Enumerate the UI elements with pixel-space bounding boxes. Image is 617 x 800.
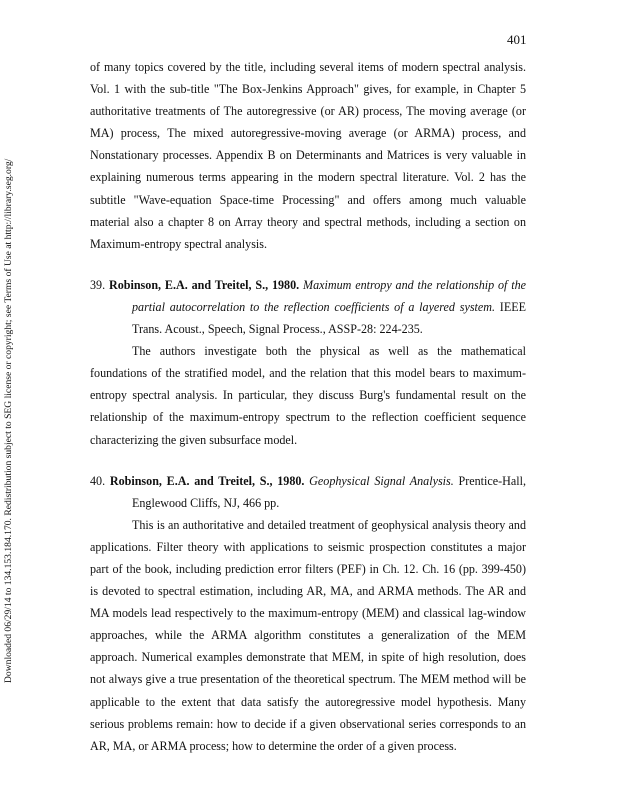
reference-authors: Robinson, E.A. and Treitel, S., 1980. xyxy=(108,277,300,292)
reference-authors: Robinson, E.A. and Treitel, S., 1980. xyxy=(109,473,305,488)
reference-number: 39. xyxy=(90,277,106,292)
reference-source: IEEE Trans. Acoust., Speech, Signal Process., ASSP-28: 224-235. xyxy=(132,299,526,337)
intro-paragraph: of many topics covered by the title, including several items of modern spectral analysis. Vol. 1 with the sub-title "The Box-Jenkins Approach" gives, for example, in Chapter 5 authoritative treatments of The autoregressive (or AR) process, The moving average (or MA) process, The mixed autoregressive-moving average (or ARMA) process, and Nonstationary processes. Appendix B on Determinants and Matrices is very valuable in explaining numerous terms appearing in the modern spectral literature. Vol. 2 has the subtitle "Wave-equation Space-time Processing" and offers among much valuable material also a chapter 8 on Array theory and spectral methods, including a section on Maximum-entropy spectral analysis. xyxy=(90,60,526,251)
reference-number: 40. xyxy=(90,473,106,488)
reference-citation xyxy=(90,470,526,514)
reference-title: Maximum entropy and the relationship of the partial autocorrelation to the reflection coefficients of a layered system. xyxy=(132,277,526,314)
reference-39 xyxy=(90,274,526,451)
page-number: 401 xyxy=(507,32,527,47)
reference-annotation: This is an authoritative and detailed treatment of geophysical analysis theory and applications. Filter theory with applications to seismic prospection constitutes a major part of the book, including prediction error filters (PEF) in Ch. 12. Ch. 16 (pp. 399-450) is devoted to spectral estimation, including AR, MA, and ARMA methods. The AR and MA models lead respectively to the maximum-entropy (MEM) and classical lag-window approaches, while the ARMA algorithm constitutes a generalization of the MEM approach. Numerical examples demonstrate that MEM, in spite of high resolution, does not always give a true presentation of the theoretical spectrum. The MEM method will be applicable to the extent that data satisfy the autoregressive model hypothesis. Many serious problems remain: how to decide if a given observational series corresponds to an AR, MA, or ARMA process; how to determine the order of a given process. xyxy=(90,517,526,753)
reference-citation xyxy=(90,274,526,340)
reference-source: Prentice-Hall, Englewood Cliffs, NJ, 466 pp. xyxy=(132,473,526,510)
download-notice: Downloaded 06/29/14 to 134.153.184.170. Redistribution subject to SEG license or copyright; see Terms of Use at http://library.seg.org/ xyxy=(3,158,14,683)
reference-title: Geophysical Signal Analysis. xyxy=(309,473,454,488)
reference-40 xyxy=(90,470,526,757)
reference-annotation: The authors investigate both the physical as well as the mathematical foundations of the stratified model, and the relation that this model bears to maximum-entropy spectral analysis. In particular, they discuss Burg's fundamental result on the relationship of the maximum-entropy spectrum to the reflection coefficient sequence characterizing the given subsurface model. xyxy=(90,344,526,447)
page-body xyxy=(90,56,526,757)
